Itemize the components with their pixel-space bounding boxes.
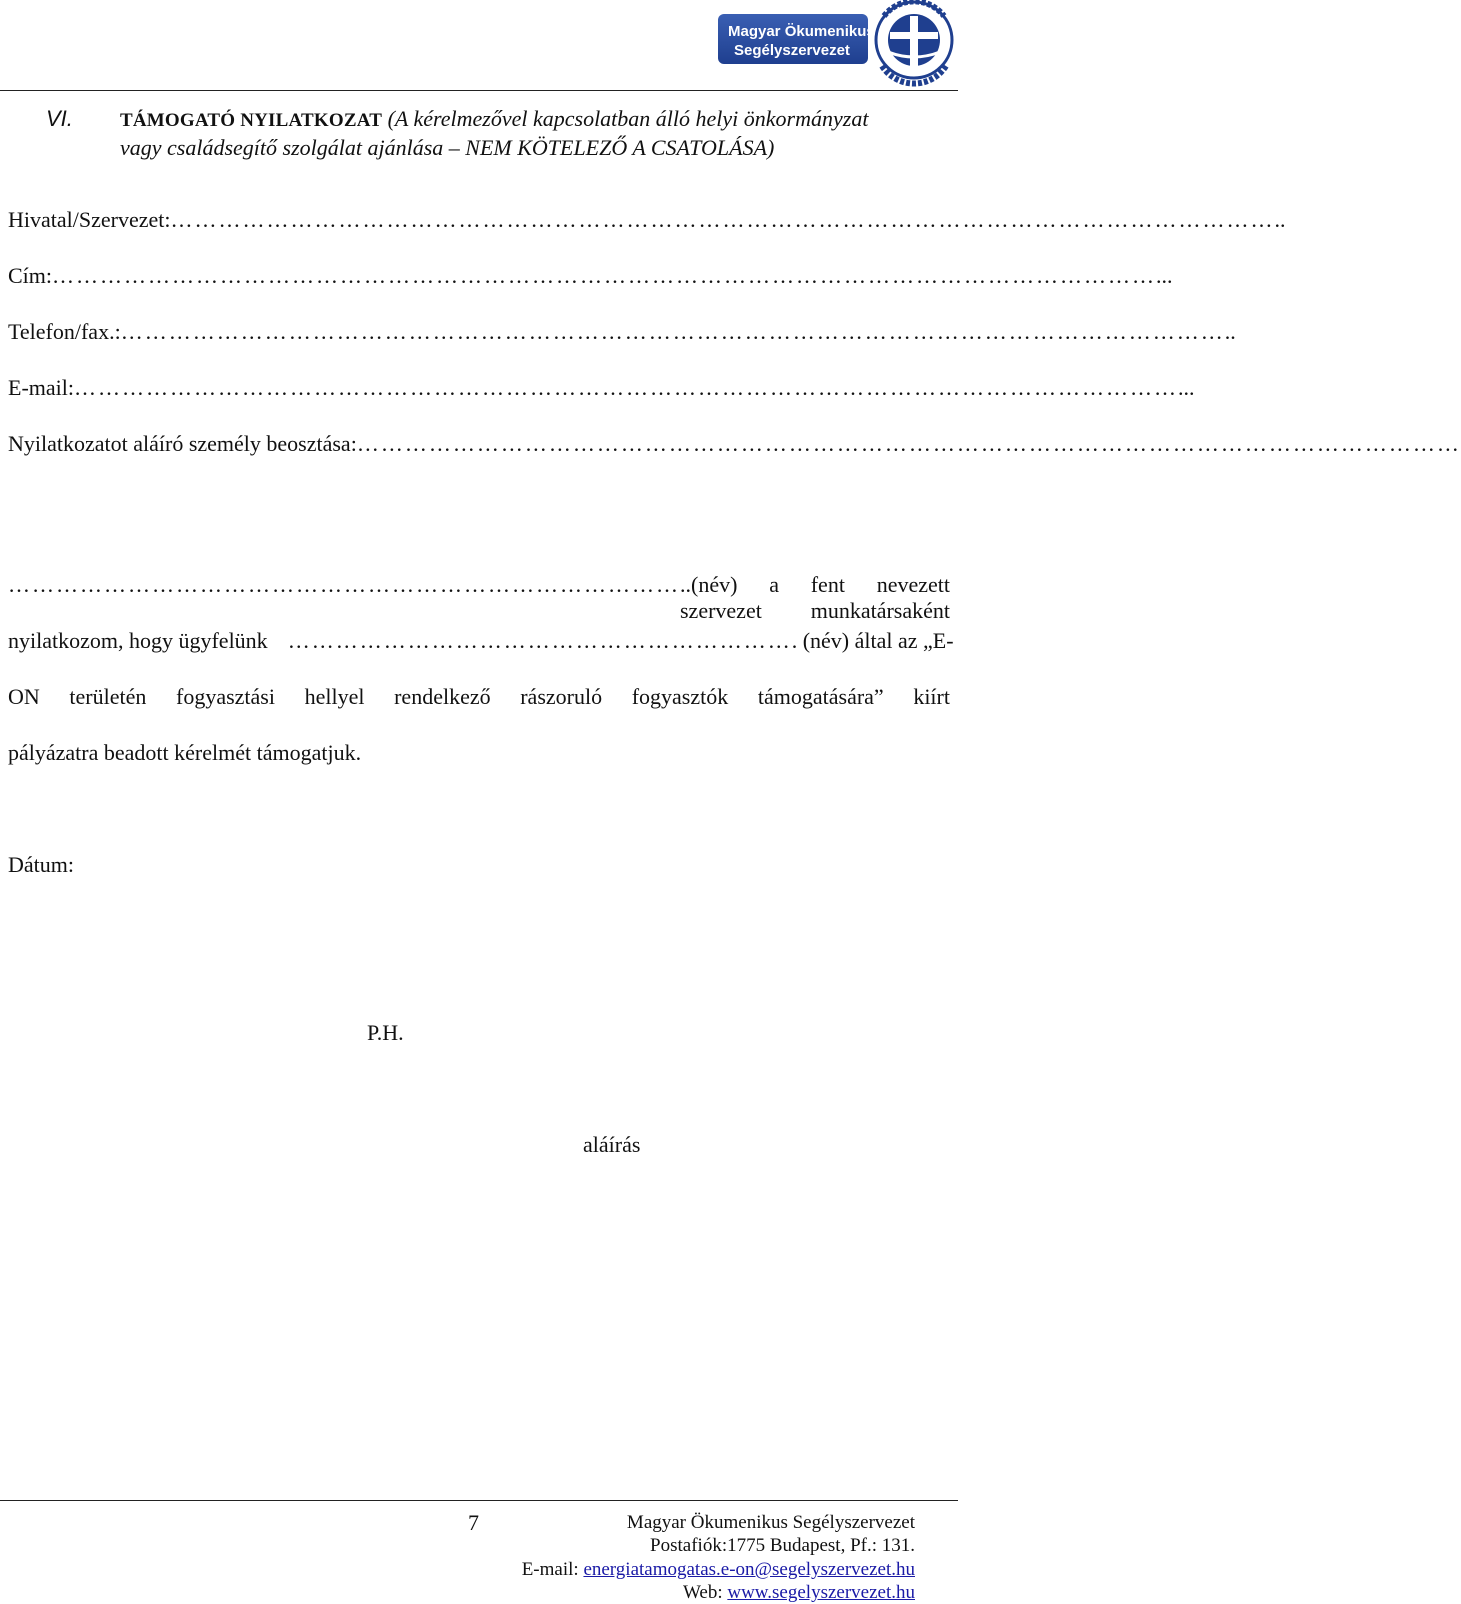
statement-line-2 <box>8 628 954 656</box>
field-email-end: ... <box>1177 375 1195 400</box>
field-office-dots[interactable]: ………………………………………………………………………………………………………………………… <box>170 207 1275 232</box>
field-email-label: E-mail: <box>8 375 74 400</box>
stamp-label: P.H. <box>367 1020 404 1045</box>
statement-line-3: ON területén fogyasztási hellyel rendelkező rászoruló fogyasztók támogatására” kiírt <box>8 684 950 709</box>
section-title-caps: TÁMOGATÓ NYILATKOZAT <box>120 110 383 131</box>
date-label: Dátum: <box>8 852 74 877</box>
statement-client-blank[interactable]: ……………………………………………………… <box>287 628 792 653</box>
field-address-label: Cím: <box>8 263 53 288</box>
statement-name-blank[interactable]: ………………………………………………………………………… <box>8 572 680 597</box>
field-phone-fax-dots[interactable]: ………………………………………………………………………………………………………………………… <box>120 319 1225 344</box>
logo-text-line1: Magyar Ökumenikus <box>728 23 875 40</box>
footer-org-name: Magyar Ökumenikus Segélyszervezet <box>626 1512 915 1533</box>
field-office[interactable] <box>8 207 1286 235</box>
field-phone-fax[interactable] <box>8 319 1236 347</box>
statement-line-1 <box>8 572 950 623</box>
field-email-dots[interactable]: ………………………………………………………………………………………………………………………… <box>73 375 1178 400</box>
footer-email-label: E-mail: <box>521 1559 579 1580</box>
field-address-dots[interactable]: ………………………………………………………………………………………………………………………… <box>52 263 1157 288</box>
footer-web-link[interactable]: www.segelyszervezet.hu <box>727 1582 915 1603</box>
field-email[interactable] <box>8 375 1195 403</box>
statement-line-2-start: nyilatkozom, hogy ügyfelünk <box>8 628 268 653</box>
footer-email-link[interactable]: energiatamogatas.e-on@segelyszervezet.hu <box>583 1559 915 1580</box>
field-signer-position-label: Nyilatkozatot aláíró személy beosztása: <box>8 431 357 456</box>
section-title <box>120 106 868 132</box>
footer-address: Postafiók:1775 Budapest, Pf.: 131. <box>650 1535 915 1556</box>
footer-web <box>683 1582 915 1604</box>
section-title-note: (A kérelmezővel kapcsolatban álló helyi önkormányzat <box>387 106 869 131</box>
field-phone-fax-label: Telefon/fax.: <box>8 319 121 344</box>
signature-label: aláírás <box>583 1132 641 1157</box>
organization-logo <box>718 0 956 82</box>
header-divider <box>0 90 958 91</box>
logo-emblem <box>876 1 952 83</box>
page-number: 7 <box>468 1510 479 1535</box>
statement-line-1-text: ..(név) a fent nevezett szervezet munkatársaként <box>680 572 950 623</box>
footer-web-label: Web: <box>682 1582 723 1603</box>
statement-line-4: pályázatra beadott kérelmét támogatjuk. <box>8 740 362 765</box>
logo-text-line2: Segélyszervezet <box>734 42 850 59</box>
field-address-end: ... <box>1156 263 1173 288</box>
section-number: VI. <box>46 106 73 131</box>
field-address[interactable] <box>8 263 1173 291</box>
field-office-end: .. <box>1274 207 1286 232</box>
footer-divider <box>0 1500 958 1501</box>
footer-email <box>522 1559 915 1581</box>
field-signer-position[interactable] <box>8 431 1461 459</box>
field-signer-position-dots[interactable]: ………………………………………………………………………………………………………………………… <box>356 431 1461 456</box>
field-office-label: Hivatal/Szervezet: <box>8 207 171 232</box>
field-phone-fax-end: .. <box>1224 319 1236 344</box>
statement-line-2-end: . (név) által az „E- <box>791 628 954 653</box>
section-title-note-line2: vagy családsegítő szolgálat ajánlása – NEM KÖTELEZŐ A CSATOLÁSA) <box>120 135 775 160</box>
